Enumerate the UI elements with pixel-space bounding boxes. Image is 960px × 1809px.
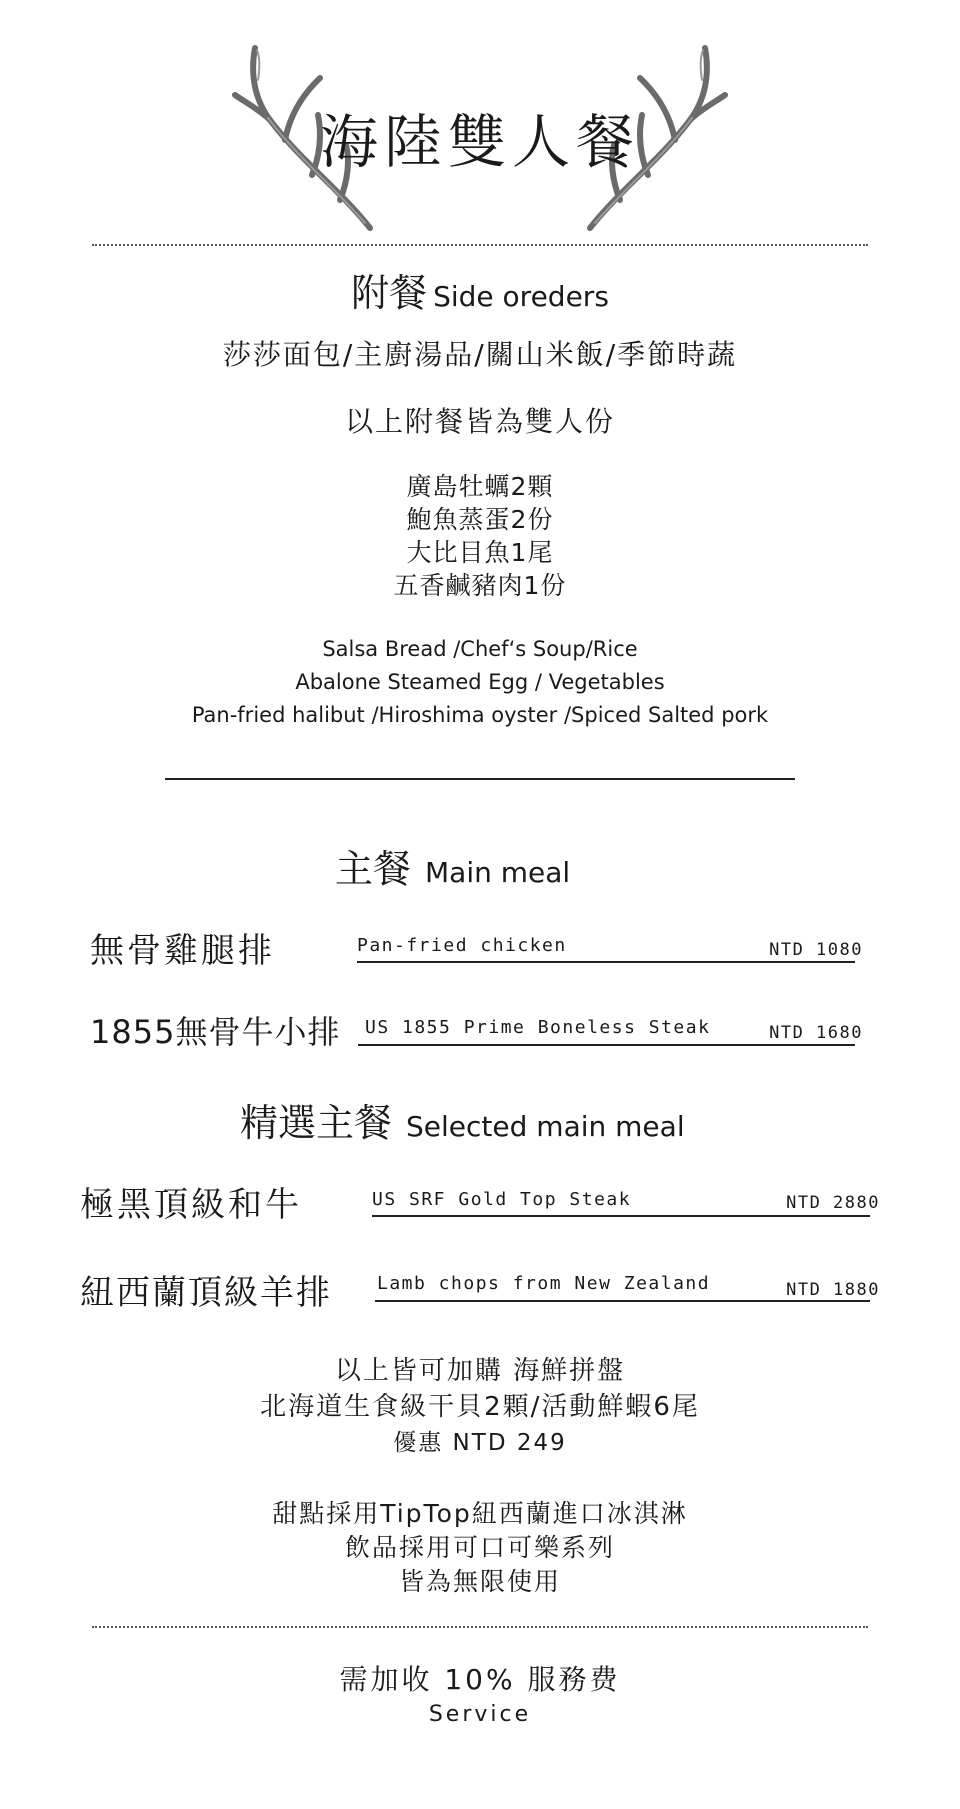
- dessert-notes: [0, 1497, 960, 1599]
- side-orders-heading: [0, 262, 960, 317]
- side-heading-zh: 附餐: [351, 271, 428, 315]
- side-extra-item: 廣島牡蠣2顆: [406, 472, 554, 501]
- selected-heading-zh: 精選主餐: [240, 1101, 393, 1145]
- main-item-name-zh: 無骨雞腿排: [90, 931, 275, 971]
- selected-item-name-en: US SRF Gold Top Steak: [372, 1189, 632, 1210]
- side-en-line: Salsa Bread /Chef‘s Soup/Rice: [322, 637, 638, 661]
- section-divider: [165, 778, 795, 780]
- main-item-name-en: US 1855 Prime Boneless Steak: [365, 1017, 711, 1038]
- side-note: 以上附餐皆為雙人份: [344, 405, 615, 438]
- side-en-line: Abalone Steamed Egg / Vegetables: [295, 670, 665, 694]
- dessert-line: 皆為無限使用: [398, 1567, 561, 1596]
- addon-line: 優惠 NTD 249: [393, 1430, 567, 1456]
- selected-heading-en: Selected main meal: [406, 1110, 685, 1143]
- side-items-line: 莎莎面包/主廚湯品/關山米飯/季節時蔬: [222, 338, 738, 371]
- main-meal-heading: [335, 838, 570, 893]
- addon-line: 北海道生食級干貝2顆/活動鮮蝦6尾: [260, 1392, 700, 1422]
- addon-line: 以上皆可加購 海鮮拼盤: [334, 1356, 626, 1386]
- dessert-line: 飲品採用可口可樂系列: [344, 1533, 615, 1562]
- side-heading-en: Side oreders: [433, 280, 609, 313]
- selected-item-underline: [375, 1300, 870, 1302]
- addon-notes: [0, 1353, 960, 1461]
- main-item-underline: [358, 1044, 855, 1046]
- side-extra-item: 鮑魚蒸蛋2份: [406, 505, 554, 534]
- selected-meal-heading: [240, 1092, 685, 1147]
- selected-item-name-zh: 紐西蘭頂級羊排: [80, 1273, 332, 1313]
- menu-title: 海陸雙人餐: [319, 108, 640, 176]
- side-en-line: Pan-fried halibut /Hiroshima oyster /Spiced Salted pork: [191, 703, 769, 727]
- main-item-underline: [357, 961, 855, 963]
- side-extras-list: [0, 470, 960, 602]
- selected-item-price: NTD 1880: [786, 1280, 880, 1300]
- main-item-name-en: Pan-fried chicken: [357, 935, 567, 956]
- main-item-price: NTD 1080: [769, 940, 863, 960]
- side-en-list: [0, 633, 960, 732]
- main-item-name-zh: 1855無骨牛小排: [90, 1013, 341, 1051]
- selected-item-underline: [372, 1215, 870, 1217]
- service-charge: 需加收 10% 服務费: [339, 1663, 621, 1696]
- dessert-line: 甜點採用TipTop紐西蘭進口冰淇淋: [272, 1499, 688, 1528]
- selected-item-name-en: Lamb chops from New Zealand: [377, 1273, 711, 1294]
- main-item-price: NTD 1680: [769, 1023, 863, 1043]
- selected-item-price: NTD 2880: [786, 1193, 880, 1213]
- service-label: Service: [428, 1702, 532, 1727]
- side-extra-item: 大比目魚1尾: [406, 538, 554, 567]
- side-extra-item: 五香鹹豬肉1份: [393, 571, 567, 600]
- main-heading-en: Main meal: [425, 856, 571, 889]
- main-heading-zh: 主餐: [335, 847, 412, 891]
- selected-item-name-zh: 極黑頂級和牛: [80, 1185, 302, 1225]
- top-dotted-divider: [92, 244, 868, 246]
- bottom-dotted-divider: [92, 1626, 868, 1628]
